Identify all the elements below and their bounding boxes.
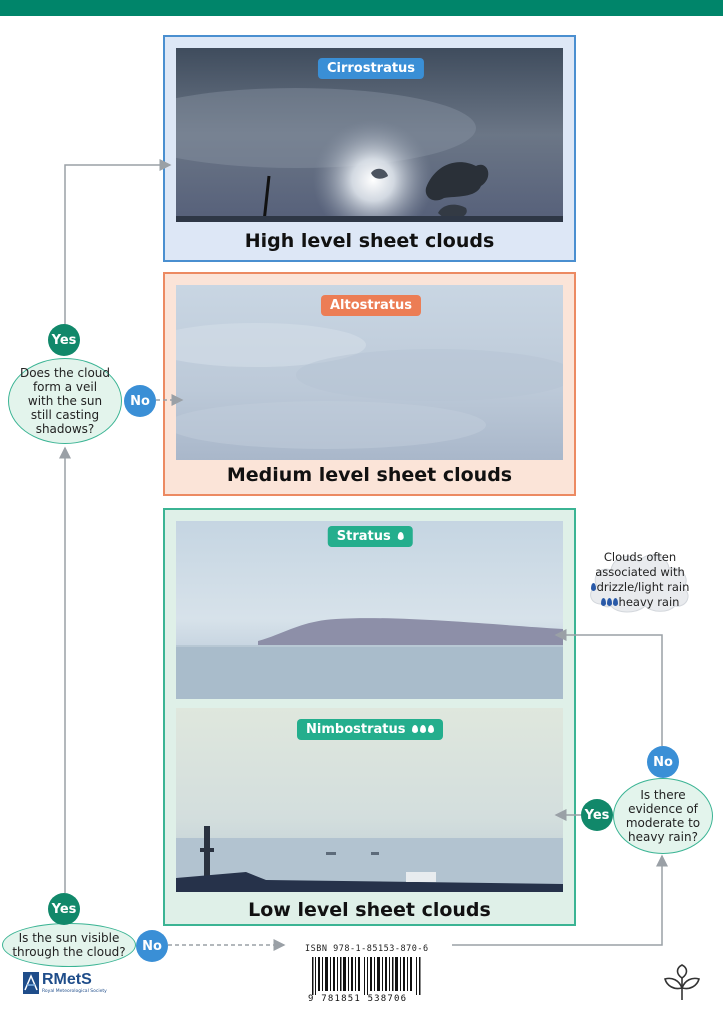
altostratus-tag: Altostratus xyxy=(321,295,421,316)
rmets-logo-icon xyxy=(23,972,39,994)
low-level-title: Low level sheet clouds xyxy=(248,899,491,921)
rain-yes-badge: Yes xyxy=(581,799,613,831)
rain-question xyxy=(613,778,713,854)
raindrop-icon xyxy=(601,598,606,606)
medium-level-title: Medium level sheet clouds xyxy=(226,464,513,486)
note-heavy: heavy rain xyxy=(618,595,680,609)
sun-no-badge: No xyxy=(136,930,168,962)
veil-yes-badge: Yes xyxy=(48,324,80,356)
note-heavy-row xyxy=(587,595,693,610)
sun-yes-badge: Yes xyxy=(48,893,80,925)
nimbostratus-tag-label: Nimbostratus xyxy=(306,722,406,737)
cirrostratus-tag: Cirrostratus xyxy=(318,58,424,79)
sun-question xyxy=(2,923,136,967)
isbn-label: ISBN 978-1-85153-870-6 xyxy=(305,944,429,954)
barcode-icon xyxy=(312,957,424,995)
veil-question-text: Does the cloud form a veil with the sun still casting shadows? xyxy=(19,366,111,436)
sun-question-text: Is the sun visible through the cloud? xyxy=(12,931,126,959)
note-drizzle-row xyxy=(587,580,693,595)
rain-association-note xyxy=(587,546,693,618)
rain-no-badge: No xyxy=(647,746,679,778)
veil-question xyxy=(8,358,122,444)
rain-question-text: Is there evidence of moderate to heavy rain? xyxy=(625,788,701,844)
rmets-logo: RMetS xyxy=(42,971,92,988)
note-drizzle: drizzle/light rain xyxy=(596,580,690,594)
raindrop-icon xyxy=(591,583,596,591)
raindrop-icon xyxy=(613,598,618,606)
veil-no-badge: No xyxy=(124,385,156,417)
high-level-title: High level sheet clouds xyxy=(244,230,495,252)
stratus-tag-label: Stratus xyxy=(336,529,391,544)
note-line1: Clouds often associated with xyxy=(595,550,685,579)
rmets-logo-subtitle: Royal Meteorological Society xyxy=(42,989,107,994)
leaf-icon xyxy=(662,964,702,1002)
raindrop-icon xyxy=(607,598,612,606)
barcode-number: 9 781851 538706 xyxy=(308,994,408,1004)
